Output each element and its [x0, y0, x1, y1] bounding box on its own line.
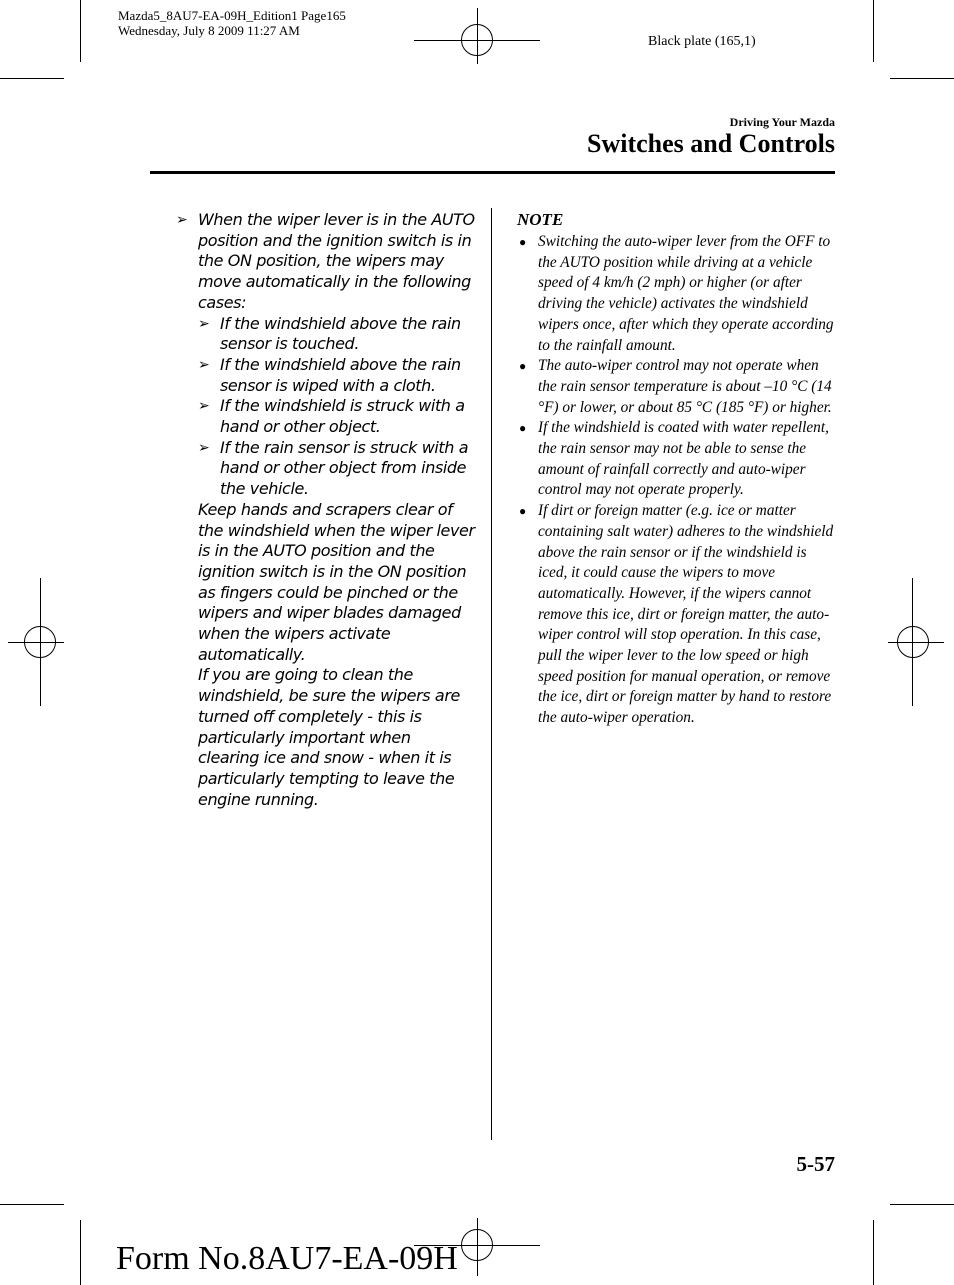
- registration-circle: [461, 1229, 493, 1261]
- crop-mark: [80, 0, 81, 62]
- print-metadata: [118, 8, 346, 38]
- section-label: Driving Your Mazda: [729, 115, 835, 129]
- note-item-text: If the windshield is coated with water repellent, the rain sensor may not be able to sense the amount of rainfall correctly and auto-wiper control may not operate properly.: [538, 419, 829, 499]
- crop-mark: [80, 1220, 81, 1285]
- hands-warning-paragraph: Keep hands and scrapers clear of the windshield when the wiper lever is in the AUTO position and the ignition switch is in the ON position as fingers could be pinched or the wipers and wiper blades damaged when the wipers activate automatically.: [198, 499, 475, 664]
- form-number: Form No.8AU7-EA-09H: [116, 1240, 458, 1277]
- note-item-text: The auto-wiper control may not operate when the rain sensor temperature is about –10 °C (14 °F) or lower, or about 85 °C (185 °F) or higher.: [538, 357, 832, 416]
- bullet-dot-icon: ●: [519, 235, 527, 249]
- case-item: [176, 438, 476, 500]
- registration-circle: [461, 24, 493, 56]
- page-number: 5-57: [796, 1152, 835, 1176]
- arrow-bullet-icon: ➢: [198, 398, 210, 415]
- crop-mark: [0, 78, 64, 79]
- warning-text-column: [176, 210, 476, 810]
- case-text: If the windshield is struck with a hand or other object.: [220, 396, 465, 437]
- note-item: [517, 356, 837, 418]
- column-divider: [491, 208, 492, 1140]
- crop-mark: [890, 78, 954, 79]
- arrow-bullet-icon: ➢: [198, 356, 210, 373]
- registration-circle: [24, 626, 56, 658]
- crop-mark: [873, 0, 874, 62]
- bullet-dot-icon: ●: [519, 359, 527, 374]
- arrow-bullet-icon: ➢: [198, 439, 210, 456]
- case-text: If the windshield above the rain sensor is wiped with a cloth.: [220, 354, 461, 395]
- print-filename: Mazda5_8AU7-EA-09H_Edition1 Page165: [118, 8, 346, 23]
- crop-mark: [873, 1220, 874, 1285]
- crop-mark: [0, 1204, 64, 1205]
- intro-bullet: [176, 210, 476, 314]
- page-title: Switches and Controls: [586, 129, 835, 158]
- arrow-bullet-icon: ➢: [198, 315, 210, 332]
- print-timestamp: Wednesday, July 8 2009 11:27 AM: [118, 23, 300, 38]
- note-title: NOTE: [517, 210, 564, 229]
- case-text: If the windshield above the rain sensor is touched.: [220, 313, 461, 354]
- title-rule: [150, 171, 835, 174]
- bullet-dot-icon: ●: [519, 421, 527, 436]
- case-item: [176, 396, 476, 437]
- case-item: [176, 314, 476, 355]
- note-item-text: Switching the auto-wiper lever from the OFF to the AUTO position while driving at a vehicle speed of 4 km/h (2 mph) or higher (or after driving the vehicle) activates the windshield wipers once, after which they operate according to the rainfall amount.: [538, 233, 834, 354]
- intro-text: When the wiper lever is in the AUTO position and the ignition switch is in the ON position, the wipers may move automatically in the following cases:: [198, 210, 475, 312]
- crop-mark: [890, 1204, 954, 1205]
- note-item-text: If dirt or foreign matter (e.g. ice or matter containing salt water) adheres to the windshield above the rain sensor or if the windshield is iced, it could cause the wipers to move automatically. However, if the wipers cannot remove this ice, dirt or foreign matter, the auto-wiper control will stop operation. In this case, pull the wiper lever to the low speed or high speed position for manual operation, or remove the ice, dirt or foreign matter by hand to restore the auto-wiper operation.: [538, 502, 834, 727]
- case-text: If the rain sensor is struck with a hand or other object from inside the vehicle.: [220, 437, 469, 499]
- registration-circle: [897, 626, 929, 658]
- note-column: [517, 209, 837, 729]
- plate-label: Black plate (165,1): [648, 34, 756, 49]
- note-item: [517, 232, 837, 356]
- case-item: [176, 355, 476, 396]
- cleaning-warning-paragraph: If you are going to clean the windshield, be sure the wipers are turned off completely - this is particularly important when clearing ice and snow - when it is particularly tempting to leave the engine running.: [198, 665, 460, 809]
- note-item: [517, 418, 837, 501]
- arrow-bullet-icon: ➢: [176, 212, 188, 228]
- note-item: [517, 501, 837, 729]
- bullet-dot-icon: ●: [519, 504, 527, 519]
